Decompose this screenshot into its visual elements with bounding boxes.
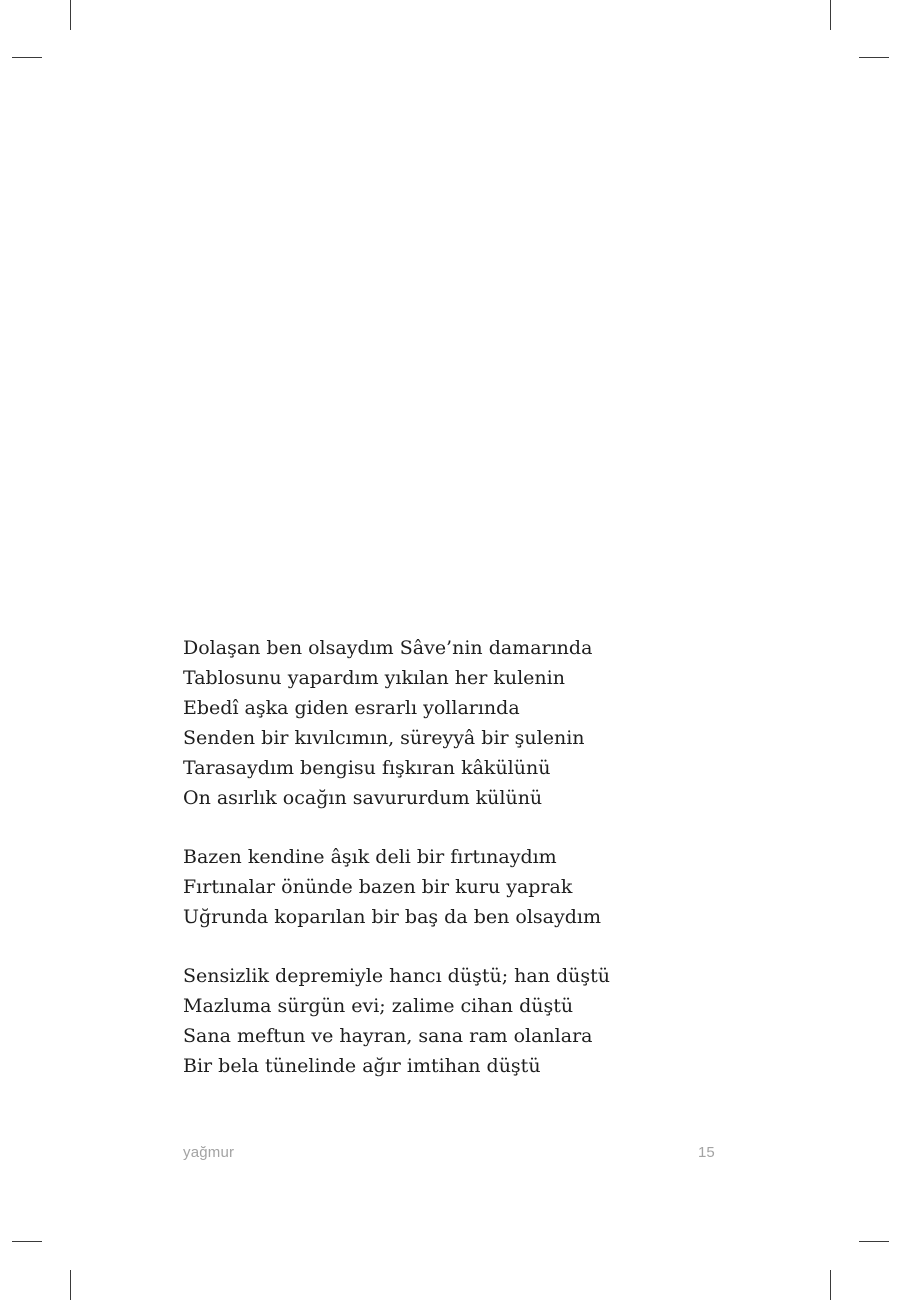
page-number: 15	[698, 1144, 715, 1161]
crop-mark-top-left-horizontal	[12, 57, 42, 58]
crop-mark-top-right-vertical	[830, 0, 831, 30]
poem-line: Senden bir kıvılcımın, süreyyâ bir şulenin	[183, 727, 585, 749]
poem-line: On asırlık ocağın savururdum külünü	[183, 787, 543, 809]
crop-mark-top-right-horizontal	[859, 57, 889, 58]
poem-line: Dolaşan ben olsaydım Sâve’nin damarında	[183, 637, 593, 659]
crop-mark-bottom-left-horizontal	[12, 1241, 42, 1242]
crop-mark-bottom-left-vertical	[70, 1270, 71, 1300]
crop-mark-bottom-right-vertical	[830, 1270, 831, 1300]
stanza-2	[183, 842, 743, 932]
running-footer-title: yağmur	[183, 1144, 235, 1161]
poem-line: Sana meftun ve hayran, sana ram olanlara	[183, 1025, 593, 1047]
poem-line: Tablosunu yapardım yıkılan her kulenin	[183, 667, 565, 689]
poem	[183, 633, 743, 1110]
stanza-3	[183, 961, 743, 1081]
poem-line: Bir bela tünelinde ağır imtihan düştü	[183, 1055, 541, 1077]
poem-line: Bazen kendine âşık deli bir fırtınaydım	[183, 846, 557, 868]
poem-line: Sensizlik depremiyle hancı düştü; han düştü	[183, 965, 611, 987]
poem-line: Ebedî aşka giden esrarlı yollarında	[183, 697, 520, 719]
stanza-1	[183, 633, 743, 813]
poem-line: Mazluma sürgün evi; zalime cihan düştü	[183, 995, 574, 1017]
crop-mark-bottom-right-horizontal	[859, 1241, 889, 1242]
poem-line: Uğrunda koparılan bir baş da ben olsaydım	[183, 906, 601, 928]
crop-mark-top-left-vertical	[70, 0, 71, 30]
poem-line: Fırtınalar önünde bazen bir kuru yaprak	[183, 876, 573, 898]
poem-line: Tarasaydım bengisu fışkıran kâkülünü	[183, 757, 551, 779]
